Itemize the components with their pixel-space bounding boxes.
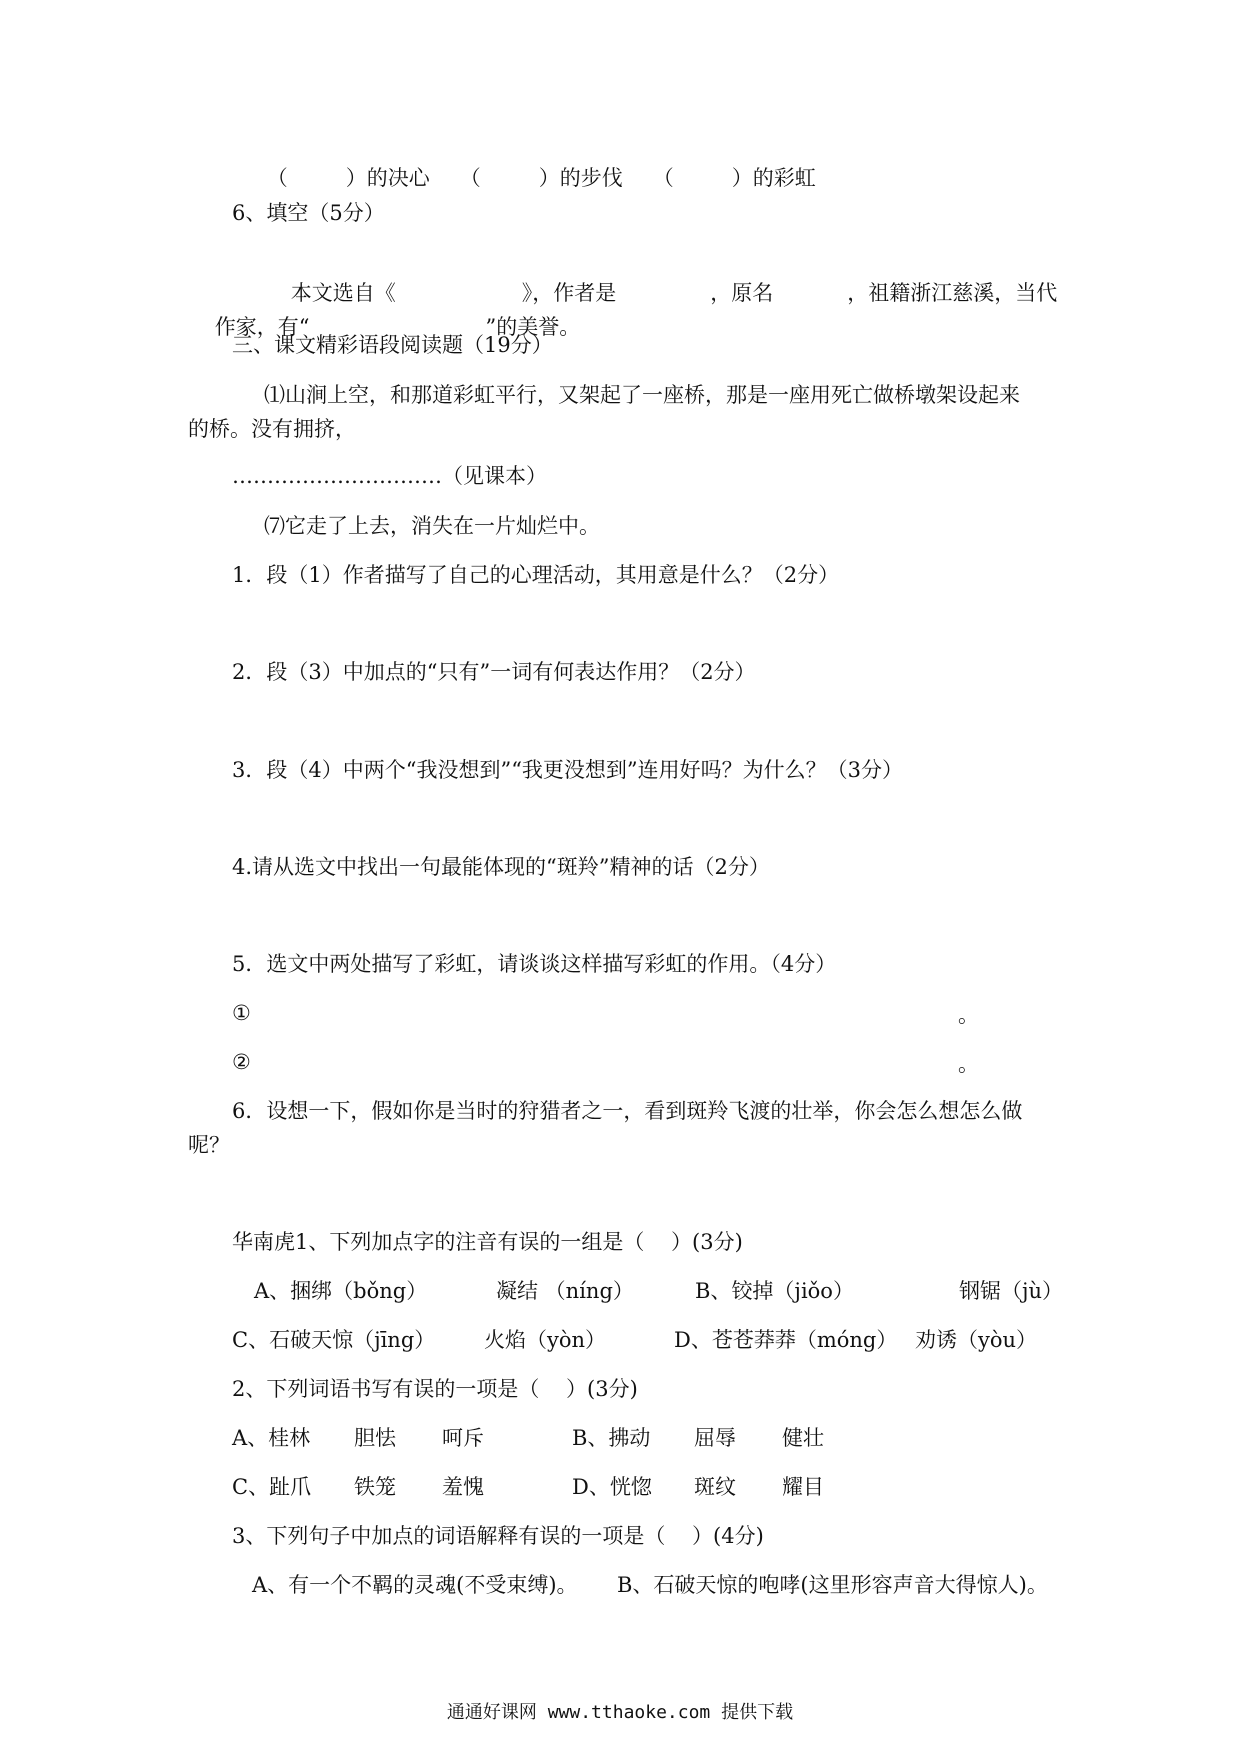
hnh-q2-option: 胆怯 xyxy=(354,1426,396,1450)
page-footer: 通通好课网 www.tthaoke.com 提供下载 xyxy=(446,1702,794,1723)
answer-end-1: 。 xyxy=(958,1003,979,1027)
hnh-q1-option: D、苍苍莽莽（móng） xyxy=(674,1328,898,1352)
question-1: 1．段（1）作者描写了自己的心理活动，其用意是什么？（2分） xyxy=(232,563,840,587)
passage-p1b: 的桥。没有拥挤， xyxy=(188,417,356,441)
hnh-q2-option: 呵斥 xyxy=(442,1426,484,1450)
question-3: 3．段（4）中两个“我没想到”“我更没想到”连用好吗？为什么？（3分） xyxy=(232,758,904,782)
hnh-q2: 2、下列词语书写有误的一项是（ ）(3分) xyxy=(232,1377,638,1401)
hnh-q2-option: C、趾爪 xyxy=(232,1475,312,1499)
hnh-q1-option: B、铰掉（jiǒo） xyxy=(695,1279,854,1303)
answer-end-2: 。 xyxy=(958,1052,979,1076)
hnh-q1-option: 劝诱（yòu） xyxy=(915,1328,1038,1352)
passage-dots: …………………………（见课本） xyxy=(232,464,547,488)
hnh-q1-option: 凝结 （níng） xyxy=(496,1279,634,1303)
blank-paren: （ xyxy=(266,166,288,190)
blank-word: ）的彩虹 xyxy=(731,166,816,190)
question-2: 2．段（3）中加点的“只有”一词有何表达作用？（2分） xyxy=(232,660,756,684)
hnh-q2-option: 健壮 xyxy=(782,1426,824,1450)
hnh-q1-option: 钢锯（jù） xyxy=(959,1279,1064,1303)
hnh-q2-option: 铁笼 xyxy=(354,1475,396,1499)
hnh-q1-option: 火焰（yòn） xyxy=(484,1328,607,1352)
passage-p1a: ⑴山涧上空，和那道彩虹平行，又架起了一座桥，那是一座用死亡做桥墩架设起来 xyxy=(264,383,1020,407)
blank-word: ）的决心 xyxy=(345,166,430,190)
question-5: 5．选文中两处描写了彩虹，请谈谈这样描写彩虹的作用。（4分） xyxy=(232,952,837,976)
hnh-q3-option: B、石破天惊的咆哮(这里形容声音大得惊人)。 xyxy=(617,1573,1048,1597)
q6-line2: 作家，有“ ”的美誉。 xyxy=(214,315,581,339)
hnh-q2-option: 羞愧 xyxy=(442,1475,484,1499)
hnh-q1: 华南虎1、下列加点字的注音有误的一组是（ ）(3分) xyxy=(232,1230,743,1254)
question-6b: 呢？ xyxy=(188,1133,230,1157)
hnh-q2-option: B、拂动 xyxy=(572,1426,651,1450)
hnh-q1-option: A、捆绑（bǒng） xyxy=(254,1279,428,1303)
blank-paren: （ xyxy=(459,166,481,190)
answer-marker-2: ② xyxy=(232,1050,251,1074)
q6-line1: 本文选自《 》，作者是 ，原名 ，祖籍浙江慈溪，当代 xyxy=(290,281,1058,305)
hnh-q2-option: 耀目 xyxy=(782,1475,824,1499)
hnh-q2-option: 斑纹 xyxy=(694,1475,736,1499)
answer-marker-1: ① xyxy=(232,1001,251,1025)
q6-title: 6、填空（5分） xyxy=(232,201,385,225)
hnh-q3: 3、下列句子中加点的词语解释有误的一项是（ ）(4分) xyxy=(232,1524,764,1548)
hnh-q1-option: C、石破天惊（jīng） xyxy=(232,1328,436,1352)
question-6a: 6．设想一下，假如你是当时的狩猎者之一，看到斑羚飞渡的壮举，你会怎么想怎么做 xyxy=(232,1099,1023,1123)
hnh-q3-option: A、有一个不羁的灵魂(不受束缚)。 xyxy=(252,1573,578,1597)
blank-paren: （ xyxy=(652,166,674,190)
hnh-q2-option: D、恍惚 xyxy=(572,1475,652,1499)
hnh-q2-option: 屈辱 xyxy=(694,1426,736,1450)
passage-p7: ⑺它走了上去，消失在一片灿烂中。 xyxy=(264,514,600,538)
hnh-q2-option: A、桂林 xyxy=(232,1426,311,1450)
blank-word: ）的步伐 xyxy=(538,166,623,190)
question-4: 4.请从选文中找出一句最能体现的“斑羚”精神的话（2分） xyxy=(232,855,770,879)
section3-title: 三、课文精彩语段阅读题（19分） xyxy=(232,333,553,357)
